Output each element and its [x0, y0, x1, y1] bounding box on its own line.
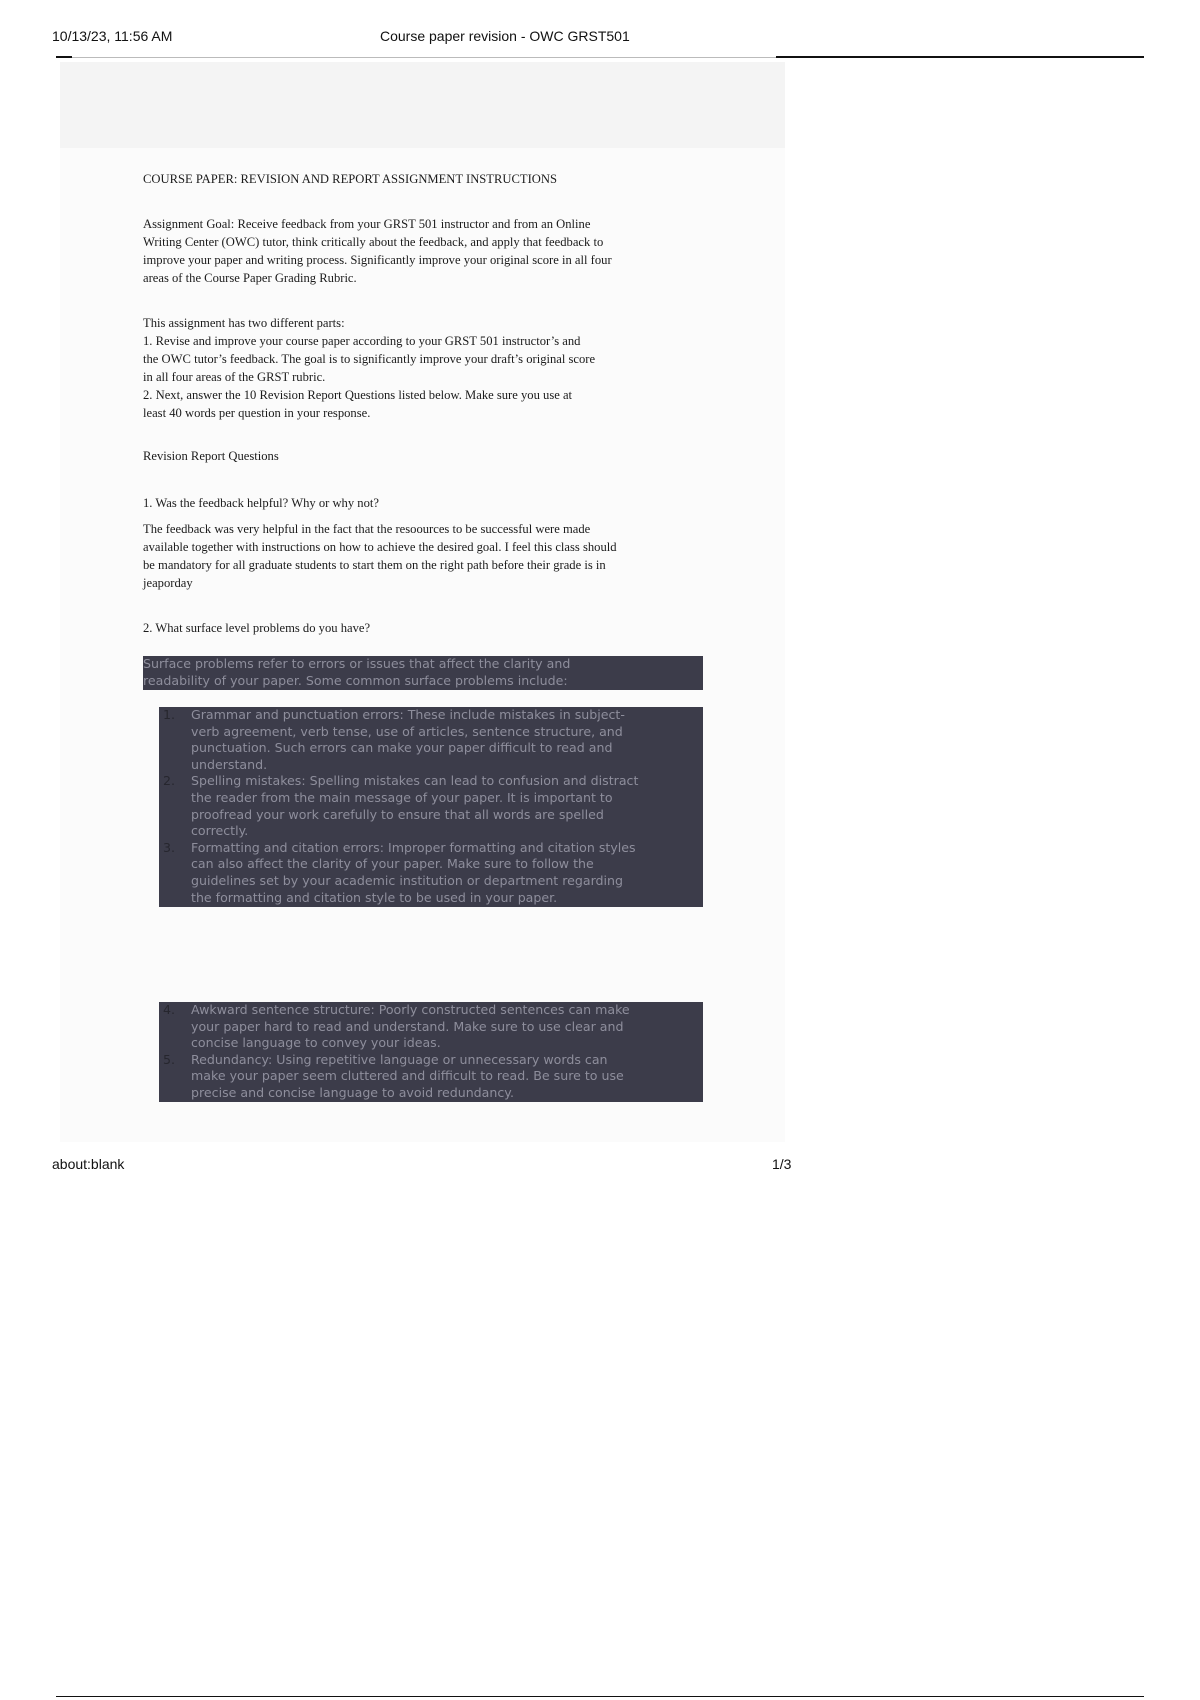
list-item-line: Awkward sentence structure: Poorly constructed sentences can make [191, 1002, 630, 1017]
list-item-line: correctly. [191, 823, 249, 839]
parts-line: in all four areas of the GRST rubric. [143, 370, 326, 384]
goal-line: improve your paper and writing process. Significantly improve your original score in all four [143, 253, 612, 267]
parts-line: 2. Next, answer the 10 Revision Report Questions listed below. Make sure you use at [143, 388, 573, 402]
list-item-number: 5. [163, 1051, 176, 1067]
print-datetime: 10/13/23, 11:56 AM [52, 28, 173, 44]
list-item-number: 1. [163, 707, 176, 722]
list-item [159, 840, 703, 906]
list-item-line: the formatting and citation style to be used in your paper. [191, 889, 558, 905]
goal-line: Assignment Goal: Receive feedback from your GRST 501 instructor and from an Online [143, 217, 591, 231]
list-item-line: Redundancy: Using repetitive language or unnecessary words can [191, 1051, 608, 1067]
document-heading [143, 170, 703, 188]
list-item-number: 4. [163, 1002, 176, 1017]
list-item-line: your paper hard to read and understand. Make sure to use clear and [191, 1018, 624, 1034]
list-item [159, 707, 703, 773]
list-item-line: the reader from the main message of your paper. It is important to [191, 789, 613, 805]
list-item-line: punctuation. Such errors can make your paper difficult to read and [191, 740, 613, 756]
question-2-text: 2. What surface level problems do you have? [143, 621, 371, 635]
answer-line: available together with instructions on how to achieve the desired goal. I feel this class should [143, 540, 617, 554]
answer-line: be mandatory for all graduate students to start them on the right path before their grade is in [143, 558, 606, 572]
list-item-line: Formatting and citation errors: Improper formatting and citation styles [191, 839, 636, 855]
list-item-line: Spelling mistakes: Spelling mistakes can lead to confusion and distract [191, 773, 639, 789]
list-item-line: guidelines set by your academic institution or department regarding [191, 872, 624, 888]
list-item [159, 1052, 703, 1102]
questions-heading [143, 447, 703, 465]
answer-2-list-a [159, 707, 703, 907]
answer-1 [143, 520, 703, 592]
parts-line: This assignment has two different parts: [143, 316, 345, 330]
bottom-divider [56, 1696, 1144, 1697]
print-page-title: Course paper revision - OWC GRST501 [380, 28, 630, 44]
header-divider-accent-left [56, 56, 72, 58]
parts-line: the OWC tutor’s feedback. The goal is to significantly improve your draft’s original score [143, 352, 596, 366]
document-page-top-band [60, 62, 785, 148]
questions-heading-text: Revision Report Questions [143, 449, 279, 463]
list-item [159, 773, 703, 839]
answer-2-intro [143, 656, 703, 690]
answer-2-list-b [159, 1002, 703, 1102]
heading-text: COURSE PAPER: REVISION AND REPORT ASSIGNMENT INSTRUCTIONS [143, 172, 557, 186]
answer-2-intro-line: Surface problems refer to errors or issues that affect the clarity and [143, 656, 571, 671]
list-item-number: 3. [163, 839, 176, 855]
list-item-line: Grammar and punctuation errors: These include mistakes in subject- [191, 707, 625, 722]
print-page-number: 1/3 [772, 1156, 792, 1172]
question-1-text: 1. Was the feedback helpful? Why or why not? [143, 496, 379, 510]
list-item-line: understand. [191, 756, 268, 772]
list-item-line: concise language to convey your ideas. [191, 1035, 441, 1051]
list-item-line: make your paper seem cluttered and difficult to read. Be sure to use [191, 1068, 624, 1084]
header-divider-accent [776, 56, 1144, 58]
answer-2-intro-line: readability of your paper. Some common surface problems include: [143, 672, 568, 688]
parts-line: least 40 words per question in your response. [143, 406, 371, 420]
question-2 [143, 619, 703, 637]
answer-line: The feedback was very helpful in the fact that the resoources to be successful were made [143, 522, 591, 536]
list-item-number: 2. [163, 773, 176, 789]
parts-line: 1. Revise and improve your course paper according to your GRST 501 instructor’s and [143, 334, 581, 348]
list-item-line: precise and concise language to avoid redundancy. [191, 1084, 514, 1100]
question-1 [143, 494, 703, 512]
list-item-line: can also affect the clarity of your paper. Make sure to follow the [191, 856, 594, 872]
print-url: about:blank [52, 1156, 125, 1172]
assignment-parts-paragraph [143, 314, 703, 422]
list-item-line: proofread your work carefully to ensure that all words are spelled [191, 806, 604, 822]
goal-line: areas of the Course Paper Grading Rubric. [143, 271, 357, 285]
list-item-line: verb agreement, verb tense, use of articles, sentence structure, and [191, 723, 623, 739]
goal-line: Writing Center (OWC) tutor, think critically about the feedback, and apply that feedback to [143, 235, 604, 249]
list-item [159, 1002, 703, 1052]
assignment-goal-paragraph [143, 215, 703, 287]
answer-line: jeaporday [143, 576, 193, 590]
